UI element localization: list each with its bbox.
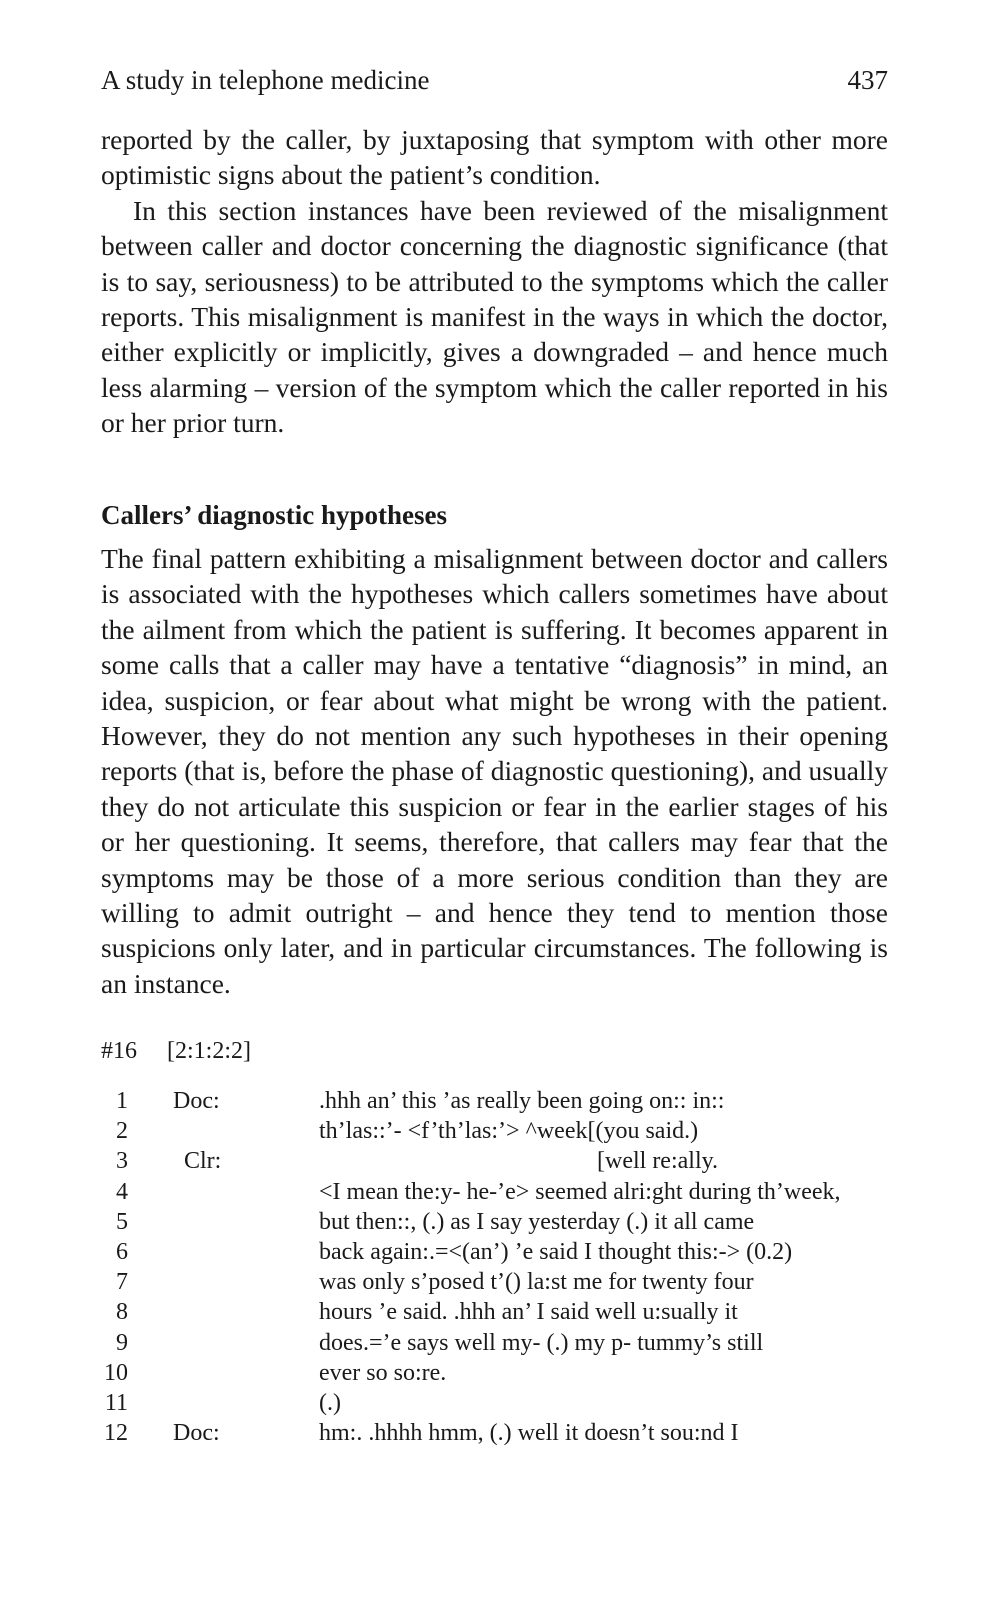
speaker: Doc: <box>173 1420 220 1447</box>
utterance: was only s’posed t’() la:st me for twenty four <box>319 1269 754 1296</box>
transcript-line <box>101 1358 901 1388</box>
transcript <box>101 1086 901 1448</box>
transcript-line <box>101 1116 901 1146</box>
utterance: ever so so:re. <box>319 1359 447 1386</box>
transcript-line <box>101 1418 901 1448</box>
transcript-line <box>101 1388 901 1418</box>
utterance: hm:. .hhhh hmm, (.) well it doesn’t sou:nd I <box>319 1420 739 1447</box>
transcript-line <box>101 1297 901 1327</box>
paragraph: In this section instances have been reviewed of the misalignment between caller and doctor concerning the diagnostic significance (that is to say, seriousness) to be attributed to the symptoms which the caller reports. This misalignment is manifest in the ways in which the doctor, either explicitly or implicitly, gives a downgraded – and hence much less alarming – version of the symptom which the caller reported in his or her prior turn. <box>101 194 888 439</box>
page-number: 437 <box>847 65 888 95</box>
transcript-line <box>101 1086 901 1116</box>
line-number: 5 <box>116 1208 128 1235</box>
line-number: 10 <box>104 1359 128 1386</box>
line-number: 12 <box>104 1420 128 1447</box>
utterance: [well re:ally. <box>597 1148 719 1175</box>
running-title: A study in telephone medicine <box>101 65 430 95</box>
transcript-line <box>101 1267 901 1297</box>
speaker: Doc: <box>173 1088 220 1114</box>
speaker: Clr: <box>184 1148 222 1175</box>
transcript-line <box>101 1177 901 1207</box>
line-number: 11 <box>104 1389 128 1416</box>
line-number: 7 <box>116 1269 128 1296</box>
transcript-line <box>101 1146 901 1176</box>
utterance: does.=’e says well my- (.) my p- tummy’s still <box>319 1329 764 1356</box>
transcript-line <box>101 1207 901 1237</box>
line-number: 1 <box>116 1088 128 1114</box>
utterance: (.) <box>319 1389 341 1416</box>
line-number: 8 <box>116 1299 128 1326</box>
paragraph: reported by the caller, by juxtaposing that symptom with other more optimistic signs about the patient’s condition. <box>101 124 888 191</box>
extract-reference: [2:1:2:2] <box>167 1038 251 1064</box>
transcript-line <box>101 1237 901 1267</box>
section-text <box>101 541 888 1001</box>
line-number: 4 <box>116 1178 128 1205</box>
utterance: .hhh an’ this ’as really been going on:: in:: <box>319 1088 725 1114</box>
intro-text <box>101 122 888 441</box>
utterance: th’las::’- <f’th’las:’> ^week[(you said.) <box>319 1118 699 1145</box>
utterance: but then::, (.) as I say yesterday (.) it all came <box>319 1208 755 1235</box>
utterance: hours ’e said. .hhh an’ I said well u:sually it <box>319 1299 738 1326</box>
line-number: 9 <box>116 1329 128 1356</box>
line-number: 3 <box>116 1148 128 1175</box>
line-number: 6 <box>116 1238 128 1265</box>
transcript-line <box>101 1328 901 1358</box>
line-number: 2 <box>116 1118 128 1145</box>
utterance: <I mean the:y- he-’e> seemed alri:ght during th’week, <box>319 1178 841 1205</box>
paragraph: The final pattern exhibiting a misalignment between doctor and callers is associated with the hypotheses which callers sometimes have about the ailment from which the patient is suffering. It becomes apparent in some calls that a caller may have a tentative “diagnosis” in mind, an idea, suspicion, or fear about what might be wrong with the patient. However, they do not mention any such hypotheses in their opening reports (that is, before the phase of diagnostic questioning), and usually they do not articulate this suspicion or fear in the earlier stages of his or her questioning. It seems, therefore, that callers may fear that the symptoms may be those of a more serious condition than they are willing to admit outright – and hence they tend to mention those suspicions only later, and in particular circumstances. The following is an instance. <box>101 543 888 999</box>
section-heading: Callers’ diagnostic hypotheses <box>101 500 448 530</box>
extract-number: #16 <box>101 1038 137 1064</box>
utterance: back again:.=<(an’) ’e said I thought this:-> (0.2) <box>319 1238 793 1265</box>
